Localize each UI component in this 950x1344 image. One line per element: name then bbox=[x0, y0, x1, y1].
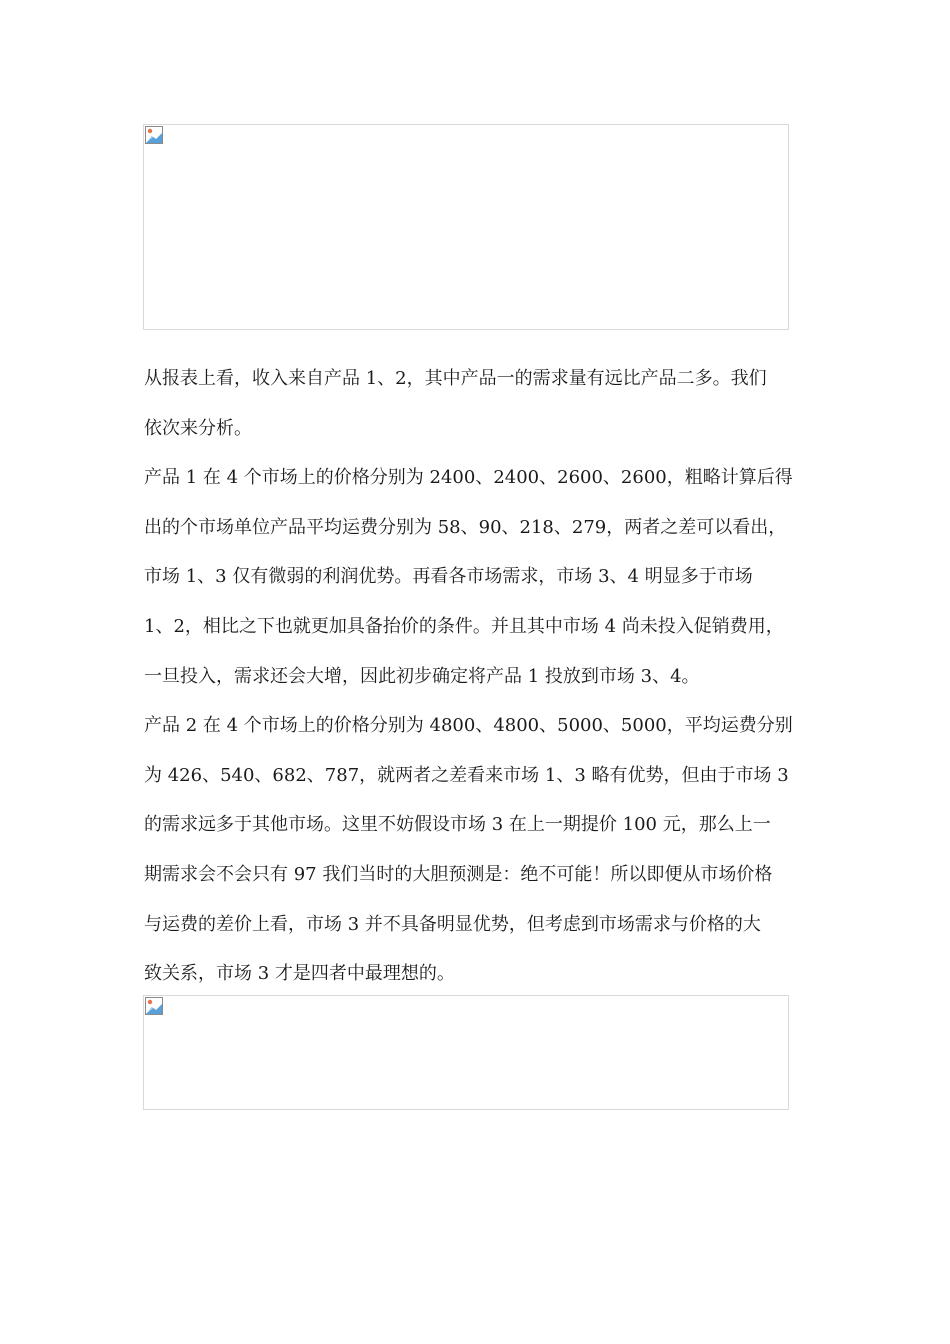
text-line: 一旦投入，需求还会大增，因此初步确定将产品 1 投放到市场 3、4。 bbox=[144, 665, 700, 687]
image-placeholder-bottom bbox=[143, 995, 789, 1110]
text-line: 从报表上看，收入来自产品 1、2，其中产品一的需求量有远比产品二多。我们 bbox=[144, 368, 767, 389]
image-placeholder-top bbox=[143, 124, 789, 330]
text-line: 产品 2 在 4 个市场上的价格分别为 4800、4800、5000、5000，平均运费分别 bbox=[144, 715, 793, 737]
text-line: 产品 1 在 4 个市场上的价格分别为 2400、2400、2600、2600，粗略计算后得 bbox=[144, 467, 793, 489]
text-line: 致关系，市场 3 才是四者中最理想的。 bbox=[144, 963, 455, 985]
text-line: 与运费的差价上看，市场 3 并不具备明显优势，但考虑到市场需求与价格的大 bbox=[144, 913, 761, 935]
broken-image-icon bbox=[145, 997, 163, 1015]
broken-image-icon bbox=[145, 126, 163, 144]
text-line: 为 426、540、682、787，就两者之差看来市场 1、3 略有优势，但由于市场 3 bbox=[144, 764, 789, 786]
text-line: 期需求会不会只有 97 我们当时的大胆预测是：绝不可能！所以即便从市场价格 bbox=[144, 863, 773, 885]
text-line: 市场 1、3 仅有微弱的利润优势。再看各市场需求，市场 3、4 明显多于市场 bbox=[144, 566, 753, 588]
text-line: 依次来分析。 bbox=[144, 417, 252, 439]
text-line: 出的个市场单位产品平均运费分别为 58、90、218、279，两者之差可以看出， bbox=[144, 516, 787, 538]
text-line: 的需求远多于其他市场。这里不妨假设市场 3 在上一期提价 100 元，那么上一 bbox=[144, 814, 771, 836]
text-line: 1、2，相比之下也就更加具备抬价的条件。并且其中市场 4 尚未投入促销费用， bbox=[144, 615, 784, 637]
body-text bbox=[144, 354, 814, 999]
